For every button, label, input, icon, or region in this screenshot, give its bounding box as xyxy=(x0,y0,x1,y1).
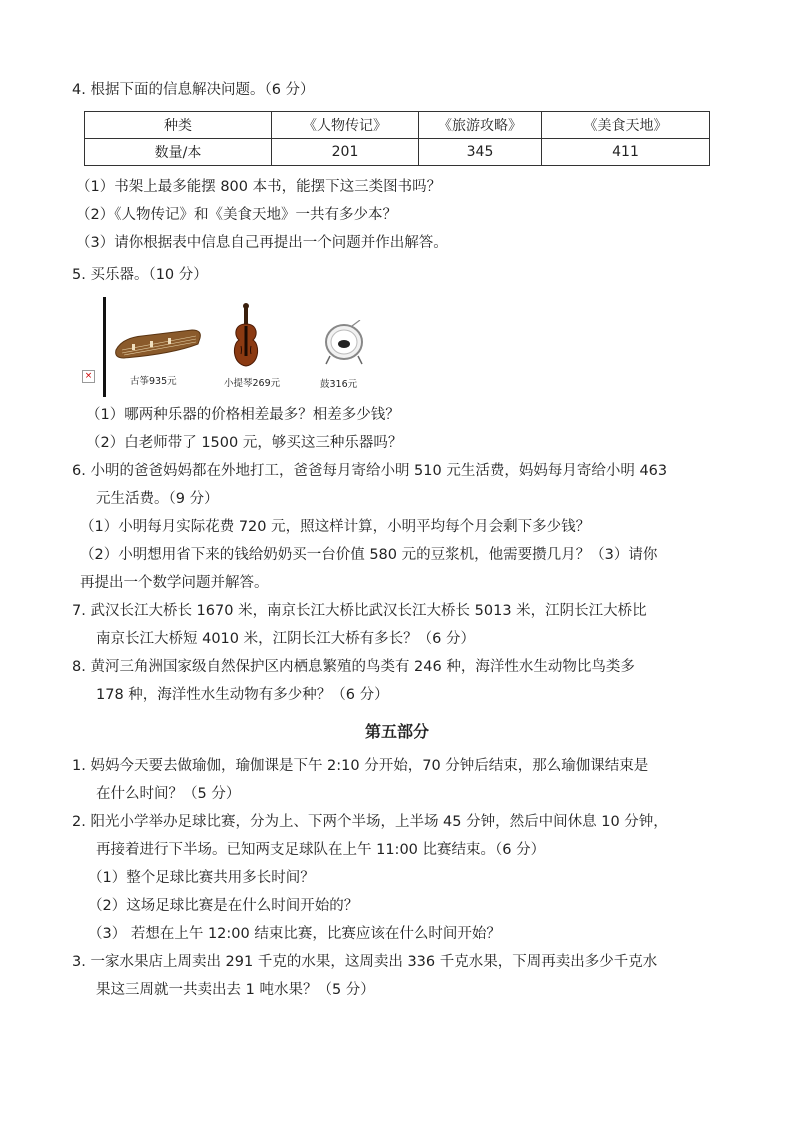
table-cell: 345 xyxy=(419,139,542,166)
table-header-row xyxy=(85,112,710,139)
q5-title: 5. 买乐器。（10 分） xyxy=(72,267,208,283)
p3-line2: 果这三周就一共卖出去 1 吨水果？（5 分） xyxy=(96,982,375,998)
table-cell: 411 xyxy=(542,139,710,166)
p1-line1: 1. 妈妈今天要去做瑜伽，瑜伽课是下午 2:10 分开始，70 分钟后结束，那么瑜伽课结束是 xyxy=(72,758,649,774)
violin-icon xyxy=(226,302,266,370)
p2-sub2: （2）这场足球比赛是在什么时间开始的？ xyxy=(88,898,359,914)
book-table xyxy=(84,111,710,166)
q6-line1: 6. 小明的爸爸妈妈都在外地打工，爸爸每月寄给小明 510 元生活费，妈妈每月寄给小明 463 xyxy=(72,463,668,479)
table-cell: 201 xyxy=(272,139,419,166)
image-border-line xyxy=(103,297,106,397)
section-title: 第五部分 xyxy=(364,722,429,741)
q7-line2: 南京长江大桥短 4010 米，江阴长江大桥有多长？（6 分） xyxy=(96,631,475,647)
broken-image-icon: × xyxy=(82,370,95,383)
table-cell: 《美食天地》 xyxy=(542,112,710,139)
table-cell: 数量/本 xyxy=(85,139,272,166)
q5-sub2: （2）白老师带了 1500 元，够买这三种乐器吗？ xyxy=(86,435,403,451)
table-cell: 《旅游攻略》 xyxy=(419,112,542,139)
q8-line1: 8. 黄河三角洲国家级自然保护区内栖息繁殖的鸟类有 246 种，海洋性水生动物比鸟类多 xyxy=(72,659,635,675)
q4-sub2: （2）《人物传记》和《美食天地》一共有多少本？ xyxy=(76,207,397,223)
table-cell: 《人物传记》 xyxy=(272,112,419,139)
guzheng-icon xyxy=(112,320,204,366)
p2-line1: 2. 阳光小学举办足球比赛，分为上、下两个半场，上半场 45 分钟，然后中间休息 10 分钟， xyxy=(72,814,668,830)
p1-line2: 在什么时间？（5 分） xyxy=(96,786,241,802)
q7-line1: 7. 武汉长江大桥长 1670 米，南京长江大桥比武汉长江大桥长 5013 米，江阴长江大桥比 xyxy=(72,603,647,619)
q4-sub1: （1）书架上最多能摆 800 本书，能摆下这三类图书吗？ xyxy=(76,179,442,195)
q4-sub3: （3）请你根据表中信息自己再提出一个问题并作出解答。 xyxy=(76,235,448,251)
q5-sub1: （1）哪两种乐器的价格相差最多？相差多少钱？ xyxy=(86,407,400,423)
table-cell: 种类 xyxy=(85,112,272,139)
q8-line2: 178 种，海洋性水生动物有多少种？（6 分） xyxy=(96,687,389,703)
p3-line1: 3. 一家水果店上周卖出 291 千克的水果，这周卖出 336 千克水果，下周再卖出多少千克水 xyxy=(72,954,658,970)
q6-sub2: （2）小明想用省下来的钱给奶奶买一台价值 580 元的豆浆机，他需要攒几月？（3）请你 xyxy=(80,547,658,563)
violin-caption: 小提琴269元 xyxy=(224,378,281,389)
p2-sub1: （1）整个足球比赛共用多长时间？ xyxy=(88,870,315,886)
guzheng-caption: 古筝935元 xyxy=(130,376,177,387)
p2-line2: 再接着进行下半场。已知两支足球队在上午 11:00 比赛结束。（6 分） xyxy=(96,842,546,858)
q4-title: 4. 根据下面的信息解决问题。（6 分） xyxy=(72,82,315,98)
q6-sub1: （1）小明每月实际花费 720 元，照这样计算，小明平均每个月会剩下多少钱？ xyxy=(80,519,591,535)
p2-sub3: （3） 若想在上午 12:00 结束比赛，比赛应该在什么时间开始？ xyxy=(88,926,501,942)
drum-caption: 鼓316元 xyxy=(320,379,358,390)
table-row xyxy=(85,139,710,166)
drum-icon xyxy=(322,320,366,366)
q6-line2: 元生活费。（9 分） xyxy=(96,491,219,507)
q6-sub2b: 再提出一个数学问题并解答。 xyxy=(80,575,269,591)
